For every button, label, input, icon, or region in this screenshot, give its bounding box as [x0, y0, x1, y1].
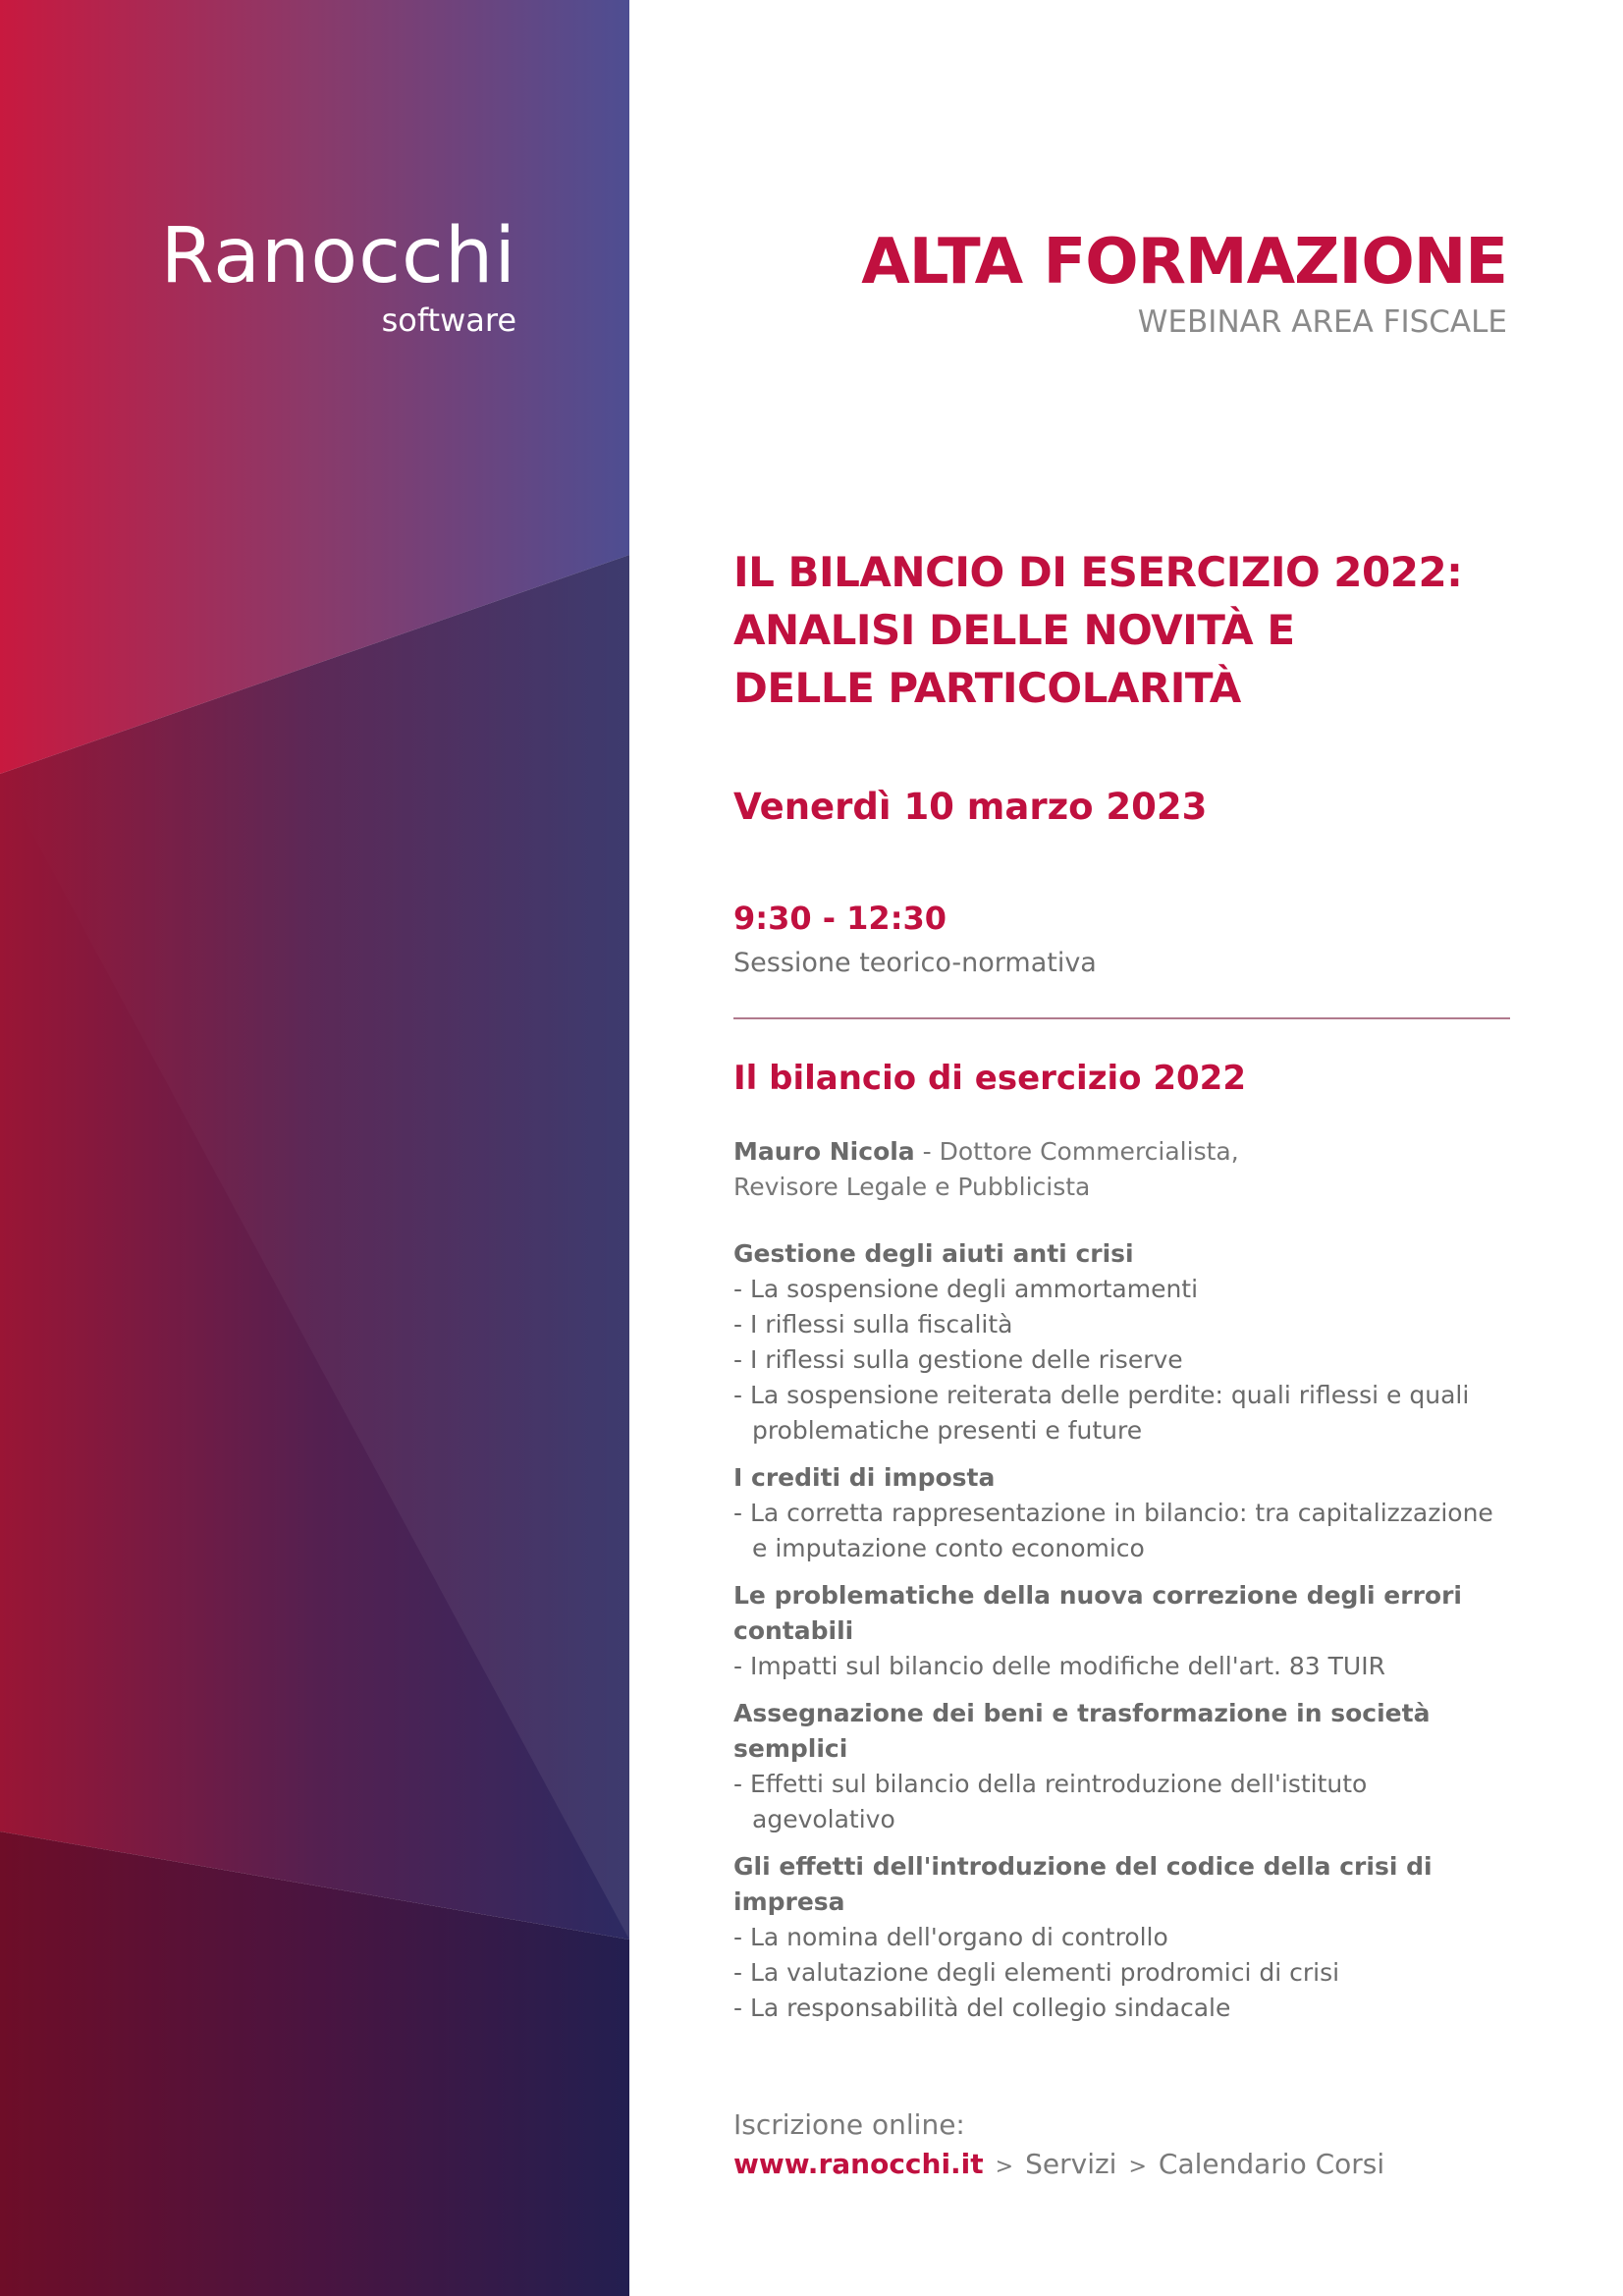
company-logo — [160, 212, 516, 339]
registration-label: Iscrizione online: — [733, 2108, 965, 2141]
breadcrumb-servizi: Servizi — [1025, 2148, 1117, 2180]
program-section — [733, 1236, 1509, 1449]
event-title-line: ANALISI DELLE NOVITÀ E — [733, 606, 1295, 654]
program-section — [733, 1460, 1509, 1566]
list-item: - La sospensione reiterata delle perdite: quali riflessi e quali problematiche presenti e future — [733, 1381, 1470, 1445]
event-title-line: IL BILANCIO DI ESERCIZIO 2022: — [733, 548, 1463, 596]
event-date: Venerdì 10 marzo 2023 — [733, 786, 1208, 828]
speaker-name: Mauro Nicola — [733, 1137, 915, 1166]
registration-footer — [733, 2105, 1384, 2187]
section-heading: I crediti di imposta — [733, 1463, 996, 1492]
header-subtitle: WEBINAR AREA FISCALE — [1137, 304, 1507, 340]
list-item: - I riflessi sulla fiscalità — [733, 1310, 1013, 1339]
event-time: 9:30 - 12:30 — [733, 900, 947, 937]
event-title-line: DELLE PARTICOLARITÀ — [733, 664, 1241, 712]
program-section — [733, 1849, 1509, 2026]
speaker-role: - Dottore Commercialista, — [914, 1137, 1239, 1166]
list-item: - Impatti sul bilancio delle modifiche dell'art. 83 TUIR — [733, 1652, 1385, 1680]
section-heading: Gestione degli aiuti anti crisi — [733, 1239, 1134, 1268]
list-item: - La responsabilità del collegio sindacale — [733, 1994, 1231, 2022]
registration-path — [733, 2145, 1384, 2187]
logo-wordmark: Ranocchi — [160, 212, 516, 301]
header-title: ALTA FORMAZIONE — [861, 226, 1507, 299]
logo-subtitle: software — [381, 301, 516, 339]
page-header — [861, 226, 1507, 340]
session-type: Sessione teorico-normativa — [733, 948, 1097, 978]
section-heading: Gli effetti dell'introduzione del codice della crisi di impresa — [733, 1852, 1433, 1916]
breadcrumb-calendario-corsi: Calendario Corsi — [1158, 2148, 1385, 2180]
list-item: - La corretta rappresentazione in bilancio: tra capitalizzazione e imputazione conto economico — [733, 1499, 1493, 1562]
list-item: - Effetti sul bilancio della reintroduzione dell'istituto agevolativo — [733, 1770, 1368, 1833]
website-link[interactable]: www.ranocchi.it — [733, 2148, 984, 2180]
list-item: - La valutazione degli elementi prodromici di crisi — [733, 1958, 1340, 1987]
list-item: - I riflessi sulla gestione delle riserve — [733, 1345, 1183, 1374]
gradient-shapes — [0, 0, 629, 2296]
chevron-right-icon: > — [1128, 2155, 1147, 2179]
speaker-role-line2: Revisore Legale e Pubblicista — [733, 1173, 1091, 1201]
chevron-right-icon: > — [995, 2155, 1014, 2179]
event-title — [733, 543, 1462, 717]
program-section — [733, 1578, 1509, 1684]
program-list — [733, 1236, 1509, 2038]
list-item: - La nomina dell'organo di controllo — [733, 1923, 1168, 1951]
decorative-gradient-panel — [0, 0, 629, 2296]
session-subtitle: Il bilancio di esercizio 2022 — [733, 1059, 1246, 1098]
list-item: - La sospensione degli ammortamenti — [733, 1275, 1199, 1303]
section-heading: Le problematiche della nuova correzione degli errori contabili — [733, 1581, 1462, 1645]
program-section — [733, 1696, 1509, 1837]
speaker-info — [733, 1134, 1239, 1205]
section-heading: Assegnazione dei beni e trasformazione in società semplici — [733, 1699, 1431, 1763]
divider — [733, 1017, 1510, 1019]
